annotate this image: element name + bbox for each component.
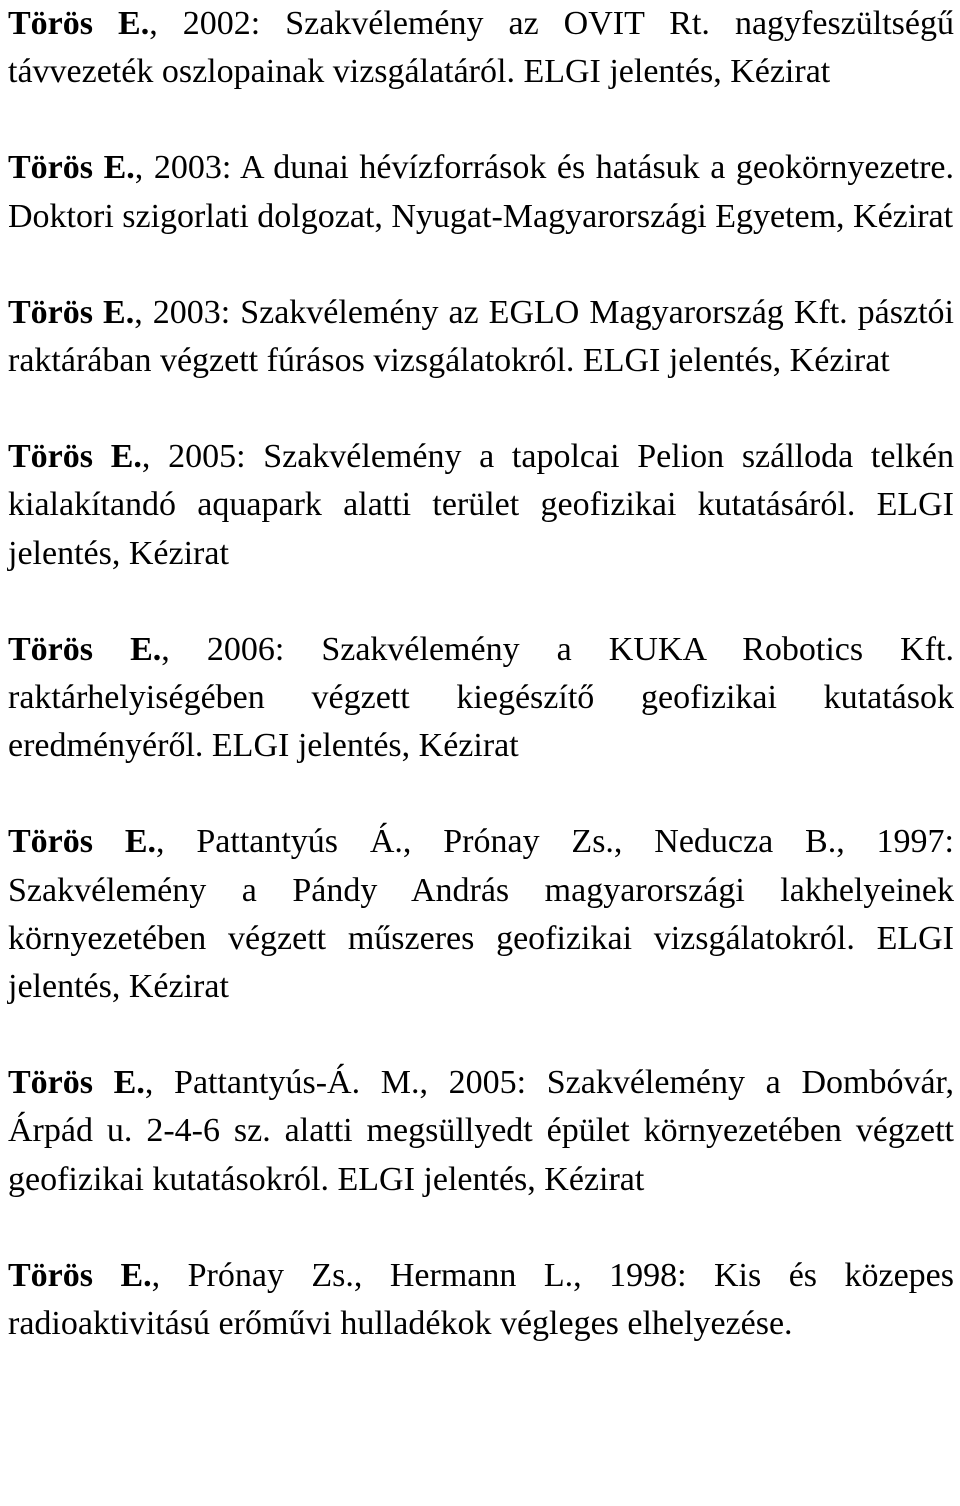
- reference-entry: [8, 0, 954, 96]
- reference-text: , 2002: Szakvélemény az OVIT Rt. nagyfeszültségű távvezeték oszlopainak vizsgálatáról. ELGI jelentés, Kézirat: [8, 5, 954, 91]
- reference-author: Törös E.: [8, 630, 162, 668]
- reference-author: Törös E.: [8, 823, 157, 861]
- reference-author: Törös E.: [8, 1064, 145, 1102]
- reference-author: Törös E.: [8, 1256, 152, 1294]
- reference-text: , Pattantyús Á., Prónay Zs., Neducza B., 1997: Szakvélemény a Pándy András magyarországi lakhelyeinek környezetében végzett műszeres geofizikai vizsgálatokról. ELGI jelentés, Kézirat: [8, 823, 955, 1006]
- reference-text: , Prónay Zs., Hermann L., 1998: Kis és közepes radioaktivitású erőművi hulladékok végleges elhelyezése.: [8, 1256, 954, 1343]
- reference-entry: [8, 144, 954, 240]
- reference-entry: [8, 289, 954, 385]
- reference-entry: [8, 433, 954, 578]
- reference-author: Törös E.: [8, 5, 150, 42]
- reference-entry: [8, 1252, 954, 1348]
- reference-entry: [8, 626, 954, 771]
- reference-author: Törös E.: [8, 438, 142, 476]
- reference-entry: [8, 1059, 954, 1204]
- reference-text: , 2005: Szakvélemény a tapolcai Pelion szálloda telkén kialakítandó aquapark alatti terület geofizikai kutatásáról. ELGI jelentés, Kézirat: [8, 438, 954, 572]
- reference-entry: [8, 818, 954, 1011]
- reference-author: Törös E.: [8, 293, 135, 331]
- reference-author: Törös E.: [8, 149, 135, 187]
- reference-text: , 2003: A dunai hévízforrások és hatásuk a geokörnyezetre. Doktori szigorlati dolgozat, Nyugat-Magyarországi Egyetem, Kézirat: [8, 149, 954, 235]
- reference-text: , Pattantyús-Á. M., 2005: Szakvélemény a Dombóvár, Árpád u. 2-4-6 sz. alatti megsüllyedt épület környezetében végzett geofizikai kutatásokról. ELGI jelentés, Kézirat: [8, 1064, 954, 1198]
- reference-text: , 2003: Szakvélemény az EGLO Magyarország Kft. pásztói raktárában végzett fúrásos vizsgálatokról. ELGI jelentés, Kézirat: [8, 293, 954, 380]
- reference-text: , 2006: Szakvélemény a KUKA Robotics Kft. raktárhelyiségében végzett kiegészítő geofizikai kutatások eredményéről. ELGI jelentés, Kézirat: [8, 630, 954, 765]
